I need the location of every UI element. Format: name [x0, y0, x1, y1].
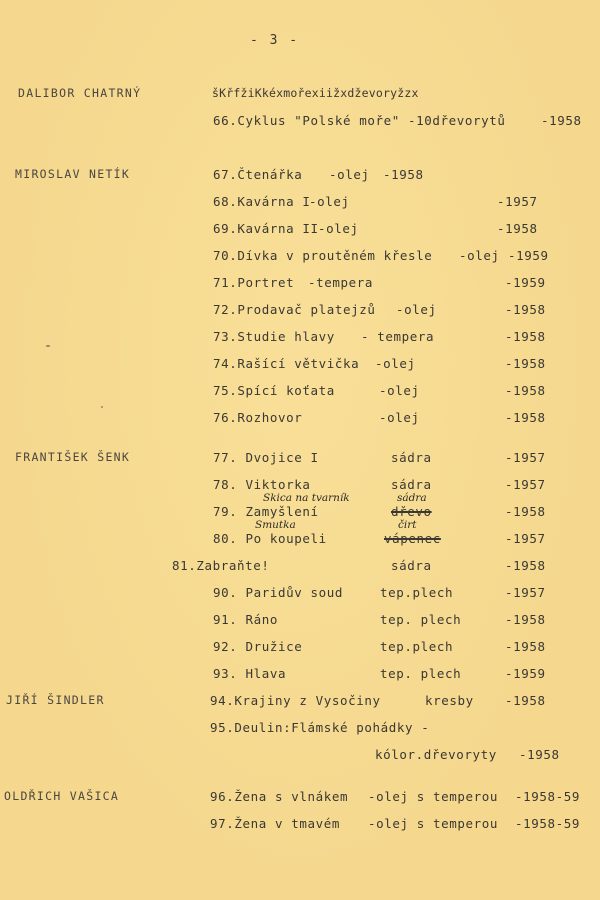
- list-item-year: -1958: [505, 302, 546, 317]
- list-item: 73.Studie hlavy: [213, 329, 335, 344]
- artist-sindler: JIŘÍ ŠINDLER: [6, 693, 105, 707]
- list-item: 75.Spící koťata: [213, 383, 335, 398]
- list-item-medium: tep. plech: [380, 666, 462, 681]
- list-item-medium: -olej: [379, 383, 420, 398]
- list-item: 68.Kavárna I: [213, 194, 311, 209]
- list-item: 70.Dívka v proutěném křesle: [213, 248, 433, 263]
- list-item: 71.Portret: [213, 275, 295, 290]
- list-item-medium: -olej: [396, 302, 437, 317]
- list-item: 69.Kavárna II: [213, 221, 319, 236]
- list-item-year: -1957: [505, 585, 546, 600]
- list-item: 94.Krajiny z Vysočiny: [210, 693, 381, 708]
- list-item: 76.Rozhovor: [213, 410, 303, 425]
- list-item-medium: -olej: [329, 167, 370, 182]
- list-item-year: -1959: [505, 666, 546, 681]
- list-item: 92. Družice: [213, 639, 303, 654]
- handwritten-medium-note: sádra: [397, 492, 427, 504]
- list-item-year: -1958: [505, 558, 546, 573]
- list-item-year: -1958: [541, 113, 582, 128]
- list-item-year: -1957: [505, 531, 546, 546]
- list-item-medium: tep.plech: [380, 585, 454, 600]
- list-item-medium: -olej: [309, 194, 350, 209]
- page-number: - 3 -: [250, 33, 300, 48]
- list-item: 93. Hlava: [213, 666, 287, 681]
- handwritten-medium-note: čirt: [398, 519, 417, 531]
- list-item-medium: sádra: [391, 558, 432, 573]
- list-item-medium: -olej: [459, 248, 500, 263]
- list-item: 95.Deulin:Flámské pohádky -: [210, 720, 430, 735]
- list-item-year: -1958: [383, 167, 424, 182]
- list-item: 91. Ráno: [213, 612, 279, 627]
- list-item: 66.Cyklus "Polské moře" -10dřevorytů: [213, 113, 506, 128]
- list-item-year: -1958: [505, 612, 546, 627]
- list-item-medium: tep.plech: [380, 639, 454, 654]
- list-item-medium: -olej: [318, 221, 359, 236]
- list-item-year: -1958-59: [515, 816, 581, 831]
- artist-vasica: OLDŘICH VAŠICA: [4, 789, 120, 803]
- list-item: 74.Rašící větvička: [213, 356, 360, 371]
- artist-senk: FRANTIŠEK ŠENK: [15, 450, 131, 464]
- list-item: 78. Viktorka: [213, 477, 311, 492]
- list-item-year: -1959: [505, 275, 546, 290]
- struck-typed-line: šKřfžiKkéxmořexiižxdževoryžzx: [212, 86, 419, 100]
- list-item-year: -1958: [505, 693, 546, 708]
- list-item-year: -1958-59: [515, 789, 581, 804]
- list-item-medium: -tempera: [308, 275, 374, 290]
- list-item-medium: -olej: [379, 410, 420, 425]
- artist-chatrny: DALIBOR CHATRNÝ: [18, 86, 142, 100]
- list-item-year: -1959: [508, 248, 549, 263]
- handwritten-title-note: Smutka: [255, 519, 296, 531]
- list-item-struck: 79. Zamyšlení: [213, 504, 319, 519]
- list-item-year: -1958: [505, 356, 546, 371]
- list-item-medium: sádra: [391, 450, 432, 465]
- list-item-struck: 80. Po koupeli: [213, 531, 327, 546]
- artist-netik: MIROSLAV NETÍK: [15, 167, 131, 181]
- list-item-year: -1958: [505, 504, 546, 519]
- list-item-year: -1957: [505, 450, 546, 465]
- list-item: 77. Dvojice I: [213, 450, 319, 465]
- list-item-medium: -olej s temperou: [368, 789, 499, 804]
- list-item-medium: -olej s temperou: [368, 816, 499, 831]
- list-item-year: -1958: [497, 221, 538, 236]
- list-item-year: -1958: [505, 639, 546, 654]
- list-item-year: -1958: [519, 747, 560, 762]
- paper-speck: [101, 406, 103, 408]
- list-item-medium-struck: dřevo: [391, 504, 432, 519]
- list-item: 90. Paridův soud: [213, 585, 344, 600]
- list-item: 97.Žena v tmavém: [210, 816, 341, 831]
- list-item-medium: kresby: [425, 693, 474, 708]
- list-item-year: -1958: [505, 329, 546, 344]
- list-item-continued: kólor.dřevoryty: [375, 747, 497, 762]
- handwritten-title-note: Skica na tvarník: [263, 492, 350, 504]
- list-item-medium-struck: vápenec: [384, 531, 441, 546]
- list-item-year: -1958: [505, 383, 546, 398]
- list-item-year: -1957: [497, 194, 538, 209]
- list-item: 67.Čtenářka: [213, 167, 303, 182]
- list-item: 81.Zabraňte!: [172, 558, 270, 573]
- list-item-year: -1958: [505, 410, 546, 425]
- list-item: 72.Prodavač platejzů: [213, 302, 376, 317]
- list-item: 96.Žena s vlnákem: [210, 789, 349, 804]
- list-item-medium: sádra: [391, 477, 432, 492]
- list-item-medium: -olej: [375, 356, 416, 371]
- list-item-medium: tep. plech: [380, 612, 462, 627]
- list-item-medium: - tempera: [361, 329, 435, 344]
- paper-speck: [46, 345, 50, 347]
- list-item-year: -1957: [505, 477, 546, 492]
